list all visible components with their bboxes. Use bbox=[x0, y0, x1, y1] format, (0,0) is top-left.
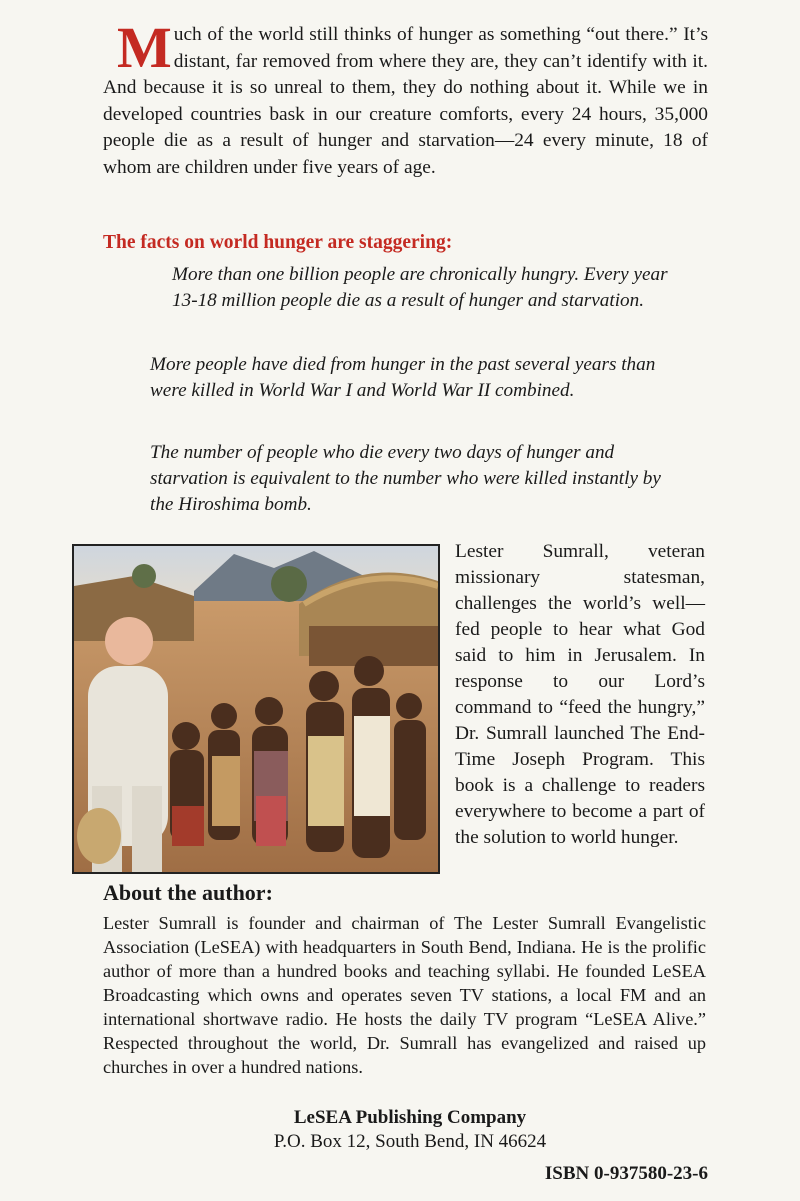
fact-item: More than one billion people are chronically hungry. Every year 13-18 million people die as a result of hunger and starvation. bbox=[172, 264, 668, 311]
fact-item: More people have died from hunger in the past several years than were killed in World War I and World War II combined. bbox=[150, 354, 656, 401]
drop-cap: M bbox=[117, 15, 172, 80]
about-text: Lester Sumrall is founder and chairman of The Lester Sumrall Evangelistic Association (LeSEA) with headquarters in South Bend, Indiana. He is the prolific author of more than a hundred books and teaching syllabi. He founded LeSEA Broadcasting which owns and operates seven TV stations, a local FM and an international shortwave radio. He hosts the daily TV program “LeSEA Alive.” Respected throughout the world, Dr. Sumrall has evangelized and raised up churches in over a hundred nations. bbox=[103, 913, 706, 1077]
intro-paragraph bbox=[103, 15, 708, 182]
about-heading: About the author: bbox=[103, 880, 273, 905]
facts-heading: The facts on world hunger are staggering: bbox=[103, 232, 453, 253]
isbn: ISBN 0-937580-23-6 bbox=[544, 1163, 708, 1184]
publisher-address: P.O. Box 12, South Bend, IN 46624 bbox=[273, 1131, 547, 1152]
author-photo bbox=[72, 544, 440, 874]
book-blurb: Lester Sumrall, veteran missionary statesman, challenges the world’s well—fed people to hear what God said to him in Jerusalem. In response to our Lord’s command to “feed the hungry,” Dr. Sumrall launched The End-Time Joseph Program. This book is a challenge to readers everywhere to become a part of the solution to world hunger. bbox=[455, 541, 705, 848]
intro-text: uch of the world still thinks of hunger as something “out there.” It’s distant, far removed from where they are, they can’t identify with it. And because it is so unreal to them, they do nothing about it. While we in developed countries bask in our creature comforts, every 24 hours, 35,000 people die as a result of hunger and starvation—24 every minute, 18 of whom are children under five years of age. bbox=[103, 24, 708, 178]
village-photo-illustration bbox=[74, 546, 438, 872]
publisher-name: LeSEA Publishing Company bbox=[293, 1107, 527, 1128]
fact-item: The number of people who die every two days of hunger and starvation is equivalent to the number who were killed instantly by the Hiroshima bomb. bbox=[150, 442, 661, 515]
